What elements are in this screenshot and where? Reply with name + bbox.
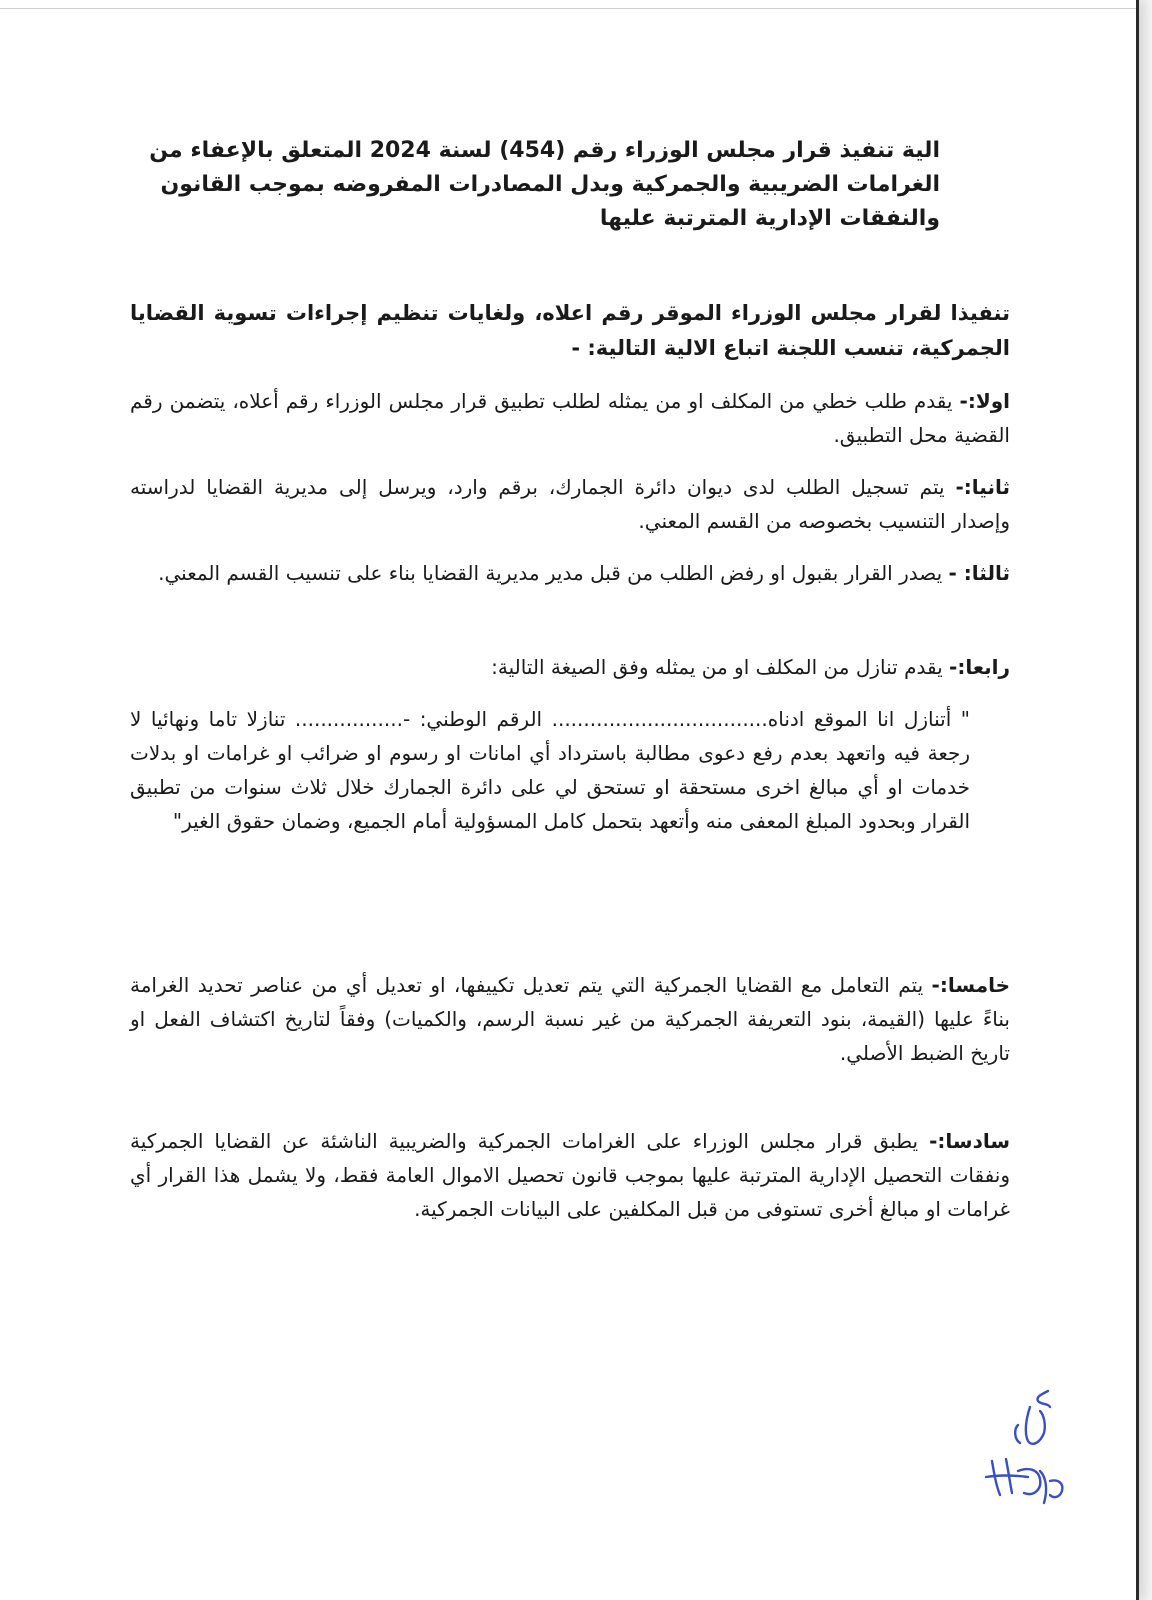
intro-paragraph: تنفيذا لقرار مجلس الوزراء الموقر رقم اعلاه، ولغايات تنظيم إجراءات تسوية القضايا الجمركية، تنسب اللجنة اتباع الالية التالية: -: [130, 301, 1010, 360]
section-text: يقدم طلب خطي من المكلف او من يمثله لطلب تطبيق قرار مجلس الوزراء رقم أعلاه، يتضمن رقم القضية محل التطبيق.: [130, 389, 1010, 447]
section-first: [130, 384, 1010, 452]
title-line-2: الغرامات الضريبية والجمركية وبدل المصادرات المفروضه بموجب القانون: [160, 172, 940, 197]
section-sixth: [130, 1124, 1010, 1226]
page-top-edge: [0, 8, 1136, 9]
title-line-3: والنفقات الإدارية المترتبة عليها: [599, 206, 940, 231]
section-label: اولا:-: [959, 389, 1010, 413]
title-line-1: الية تنفيذ قرار مجلس الوزراء رقم (454) لسنة 2024 المتعلق بالإعفاء من: [149, 138, 940, 163]
document-title: [149, 134, 940, 236]
section-fifth: [130, 968, 1010, 1070]
section-text: يطبق قرار مجلس الوزراء على الغرامات الجمركية والضريبية الناشئة عن القضايا الجمركية ونفقات التحصيل الإدارية المترتبة عليها بموجب قانون تحصيل الاموال العامة فقط، ولا يشمل هذا القرار أي غرامات او مبالغ أخرى تستوفى من قبل المكلفين على البيانات الجمركية.: [130, 1129, 1010, 1221]
section-label: رابعا:-: [949, 655, 1010, 679]
handwritten-signature: [978, 1385, 1088, 1515]
section-text: يصدر القرار بقبول او رفض الطلب من قبل مدير مديرية القضايا بناء على تنسيب القسم المعني.: [158, 561, 943, 585]
section-second: [130, 470, 1010, 538]
section-label: سادسا:-: [929, 1129, 1011, 1153]
section-text: يتم التعامل مع القضايا الجمركية التي يتم تعديل تكييفها، او تعديل أي من عناصر تحديد الغرامة بناءً عليها (القيمة، بنود التعريفة الجمركية من غير نسبة الرسم، والكميات) وفقاً لتاريخ اكتشاف الفعل او تاريخ الضبط الأصلي.: [130, 973, 1010, 1065]
section-fourth: [130, 650, 1010, 684]
section-label: ثانيا:-: [955, 475, 1010, 499]
section-label: ثالثا: -: [948, 561, 1010, 585]
waiver-statement: " أتنازل انا الموقع ادناه.................................. الرقم الوطني: -................. تنازلا تاما ونهائيا لا رجعة فيه واتعهد بعدم رفع دعوى مطالبة باسترداد أي امانات او رسوم او ضرائب او غرامات او بدلات خدمات او أي مبالغ اخرى مستحقة او تستحق لي على دائرة الجمارك خلال ثلاث سنوات من تطبيق القرار وبحدود المبلغ المعفى منه وأتعهد بتحمل كامل المسؤولية أمام الجميع، وضمان حقوق الغير": [130, 707, 970, 833]
section-text: يقدم تنازل من المكلف او من يمثله وفق الصيغة التالية:: [491, 655, 943, 679]
section-third: [130, 556, 1010, 590]
section-text: يتم تسجيل الطلب لدى ديوان دائرة الجمارك، برقم وارد، ويرسل إلى مديرية القضايا لدراسته وإصدار التنسيب بخصوصه من القسم المعني.: [130, 475, 1010, 533]
section-label: خامسا:-: [931, 973, 1010, 997]
